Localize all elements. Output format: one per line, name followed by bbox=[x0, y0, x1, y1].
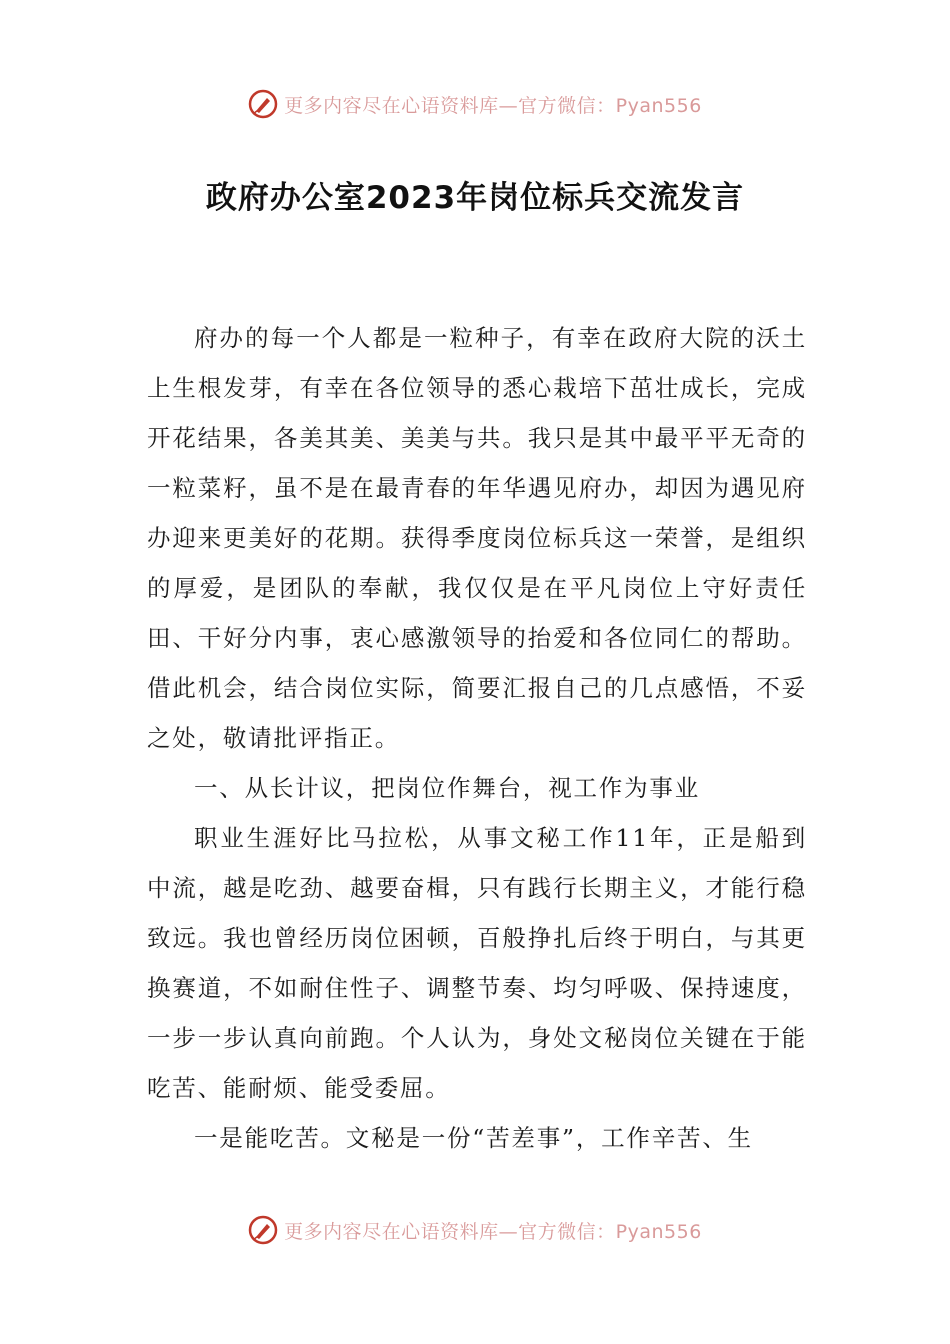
paragraph: 职业生涯好比马拉松，从事文秘工作11年，正是船到中流，越是吃劲、越要奋楫，只有践行长期主义，才能行稳致远。我也曾经历岗位困顿，百般挣扎后终于明白，与其更换赛道，不如耐住性子、调整节奏、均匀呼吸、保持速度，一步一步认真向前跑。个人认为，身处文秘岗位关键在于能吃苦、能耐烦、能受委屈。 bbox=[147, 824, 807, 1102]
watermark-banner-top bbox=[0, 84, 950, 124]
document-body bbox=[147, 313, 807, 1163]
pen-logo-icon bbox=[248, 89, 278, 119]
section-heading: 一、从长计议，把岗位作舞台，视工作为事业 bbox=[194, 774, 700, 802]
paragraph: 府办的每一个人都是一粒种子，有幸在政府大院的沃土上生根发芽，有幸在各位领导的悉心栽培下茁壮成长，完成开花结果，各美其美、美美与共。我只是其中最平平无奇的一粒菜籽，虽不是在最青春的年华遇见府办，却因为遇见府办迎来更美好的花期。获得季度岗位标兵这一荣誉，是组织的厚爱，是团队的奉献，我仅仅是在平凡岗位上守好责任田、干好分内事，衷心感激领导的抬爱和各位同仁的帮助。借此机会，结合岗位实际，简要汇报自己的几点感悟，不妥之处，敬请批评指正。 bbox=[147, 324, 807, 752]
document-title: 政府办公室2023年岗位标兵交流发言 bbox=[205, 180, 745, 216]
watermark-banner-bottom bbox=[0, 1210, 950, 1250]
watermark-text: 更多内容尽在心语资料库—官方微信：Pyan556 bbox=[284, 1220, 702, 1243]
paragraph: 一是能吃苦。文秘是一份“苦差事”，工作辛苦、生 bbox=[194, 1124, 753, 1152]
watermark-text: 更多内容尽在心语资料库—官方微信：Pyan556 bbox=[284, 94, 702, 117]
pen-logo-icon bbox=[248, 1215, 278, 1245]
